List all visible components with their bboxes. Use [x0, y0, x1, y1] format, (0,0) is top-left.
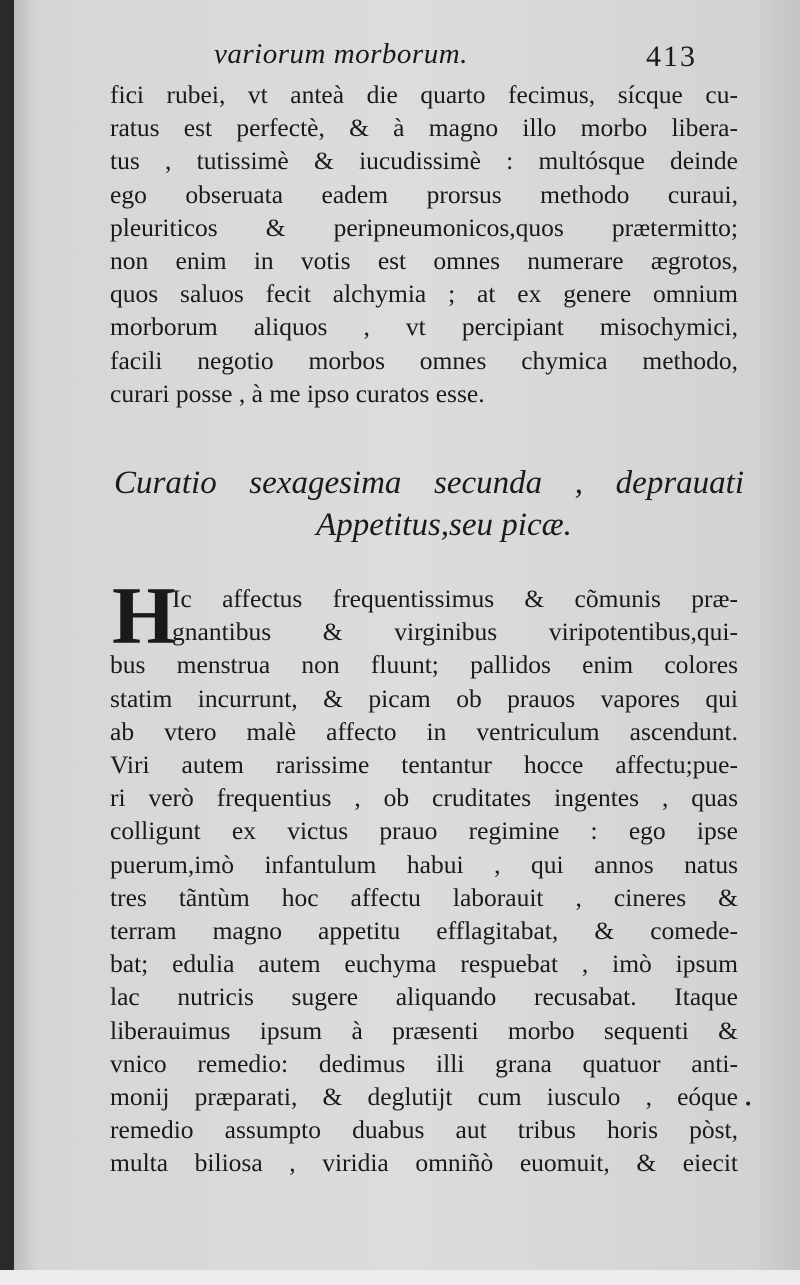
running-head: [14, 38, 800, 74]
text-line: non enim in votis est omnes numerare ægrotos,: [110, 246, 738, 276]
text-line: ri verò frequentius , ob cruditates ingentes , quas: [110, 783, 738, 813]
text-line: gnantibus & virginibus viripotentibus,qui-: [172, 617, 738, 647]
page-bottom-edge: [0, 1270, 800, 1285]
book-page: [14, 0, 800, 1285]
text-line: Viri autem rarissime tentantur hocce affectu;pue-: [110, 750, 738, 780]
text-line: morborum aliquos , vt percipiant misochymici,: [110, 312, 738, 342]
text-line: ratus est perfectè, & à magno illo morbo libera-: [110, 113, 738, 143]
text-line: tres tãntùm hoc affectu laborauit , cineres &: [110, 882, 738, 912]
text-line: puerum,imò infantulum habui , qui annos natus: [110, 849, 738, 879]
text-line: monij præparati, & deglutijt cum iusculo , eóque: [110, 1082, 738, 1112]
text-line: tus , tutissimè & iucudissimè : multósque deinde: [110, 146, 738, 176]
heading-line-2: Appetitus,seu picæ.: [316, 507, 572, 543]
text-line: multa biliosa , viridia omniñò euomuit, & eiecit: [110, 1148, 738, 1178]
text-line: quos saluos fecit alchymia ; at ex genere omnium: [110, 279, 738, 309]
paragraph-1: [110, 78, 738, 410]
text-line: liberauimus ipsum à præsenti morbo sequenti &: [110, 1015, 738, 1045]
text-line: ab vtero malè affecto in ventriculum ascendunt.: [110, 716, 738, 746]
section-heading: [114, 462, 744, 546]
text-line: statim incurrunt, & picam ob prauos vapores qui: [110, 683, 738, 713]
text-line: pleuriticos & peripneumonicos,quos prætermitto;: [110, 212, 738, 242]
drop-cap: H: [112, 570, 176, 661]
text-line: bat; edulia autem euchyma respuebat , imò ipsum: [110, 949, 738, 979]
page-number: 413: [646, 40, 697, 73]
ink-dot-mark: •: [744, 1097, 753, 1113]
text-line: vnico remedio: dedimus illi grana quatuor anti-: [110, 1048, 738, 1078]
text-line: bus menstrua non fluunt; pallidos enim colores: [110, 650, 738, 680]
text-line: ego obseruata eadem prorsus methodo curaui,: [110, 179, 738, 209]
text-line: terram magno appetitu efflagitabat, & comede-: [110, 916, 738, 946]
text-line: facili negotio morbos omnes chymica methodo,: [110, 345, 738, 375]
text-line: curari posse , à me ipso curatos esse.: [110, 378, 485, 408]
running-title: variorum morborum.: [214, 38, 468, 70]
heading-line-1: Curatio sexagesima secunda , deprauati: [114, 465, 744, 501]
paragraph-2: [110, 570, 738, 1180]
text-line: remedio assumpto duabus aut tribus horis pòst,: [110, 1115, 738, 1145]
text-line: colligunt ex victus prauo regimine : ego ipse: [110, 816, 738, 846]
text-line: fici rubei, vt anteà die quarto fecimus, sícque cu-: [110, 80, 738, 109]
text-line: Ic affectus frequentissimus & cõmunis præ-: [172, 584, 738, 613]
text-line: lac nutricis sugere aliquando recusabat. Itaque: [110, 982, 738, 1012]
